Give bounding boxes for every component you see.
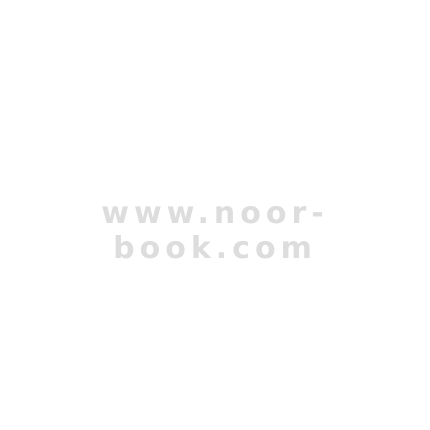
paragraph-1 xyxy=(18,36,400,138)
text-line xyxy=(18,296,400,313)
text-line xyxy=(18,381,400,398)
text-line xyxy=(18,183,400,200)
text-line xyxy=(18,347,400,364)
text-line xyxy=(18,211,400,228)
text-line xyxy=(18,36,400,53)
text-line xyxy=(18,70,400,87)
text-line xyxy=(18,149,400,166)
text-line xyxy=(18,330,400,347)
paragraph-2 xyxy=(18,149,400,200)
paragraph-3 xyxy=(18,211,400,398)
text-line xyxy=(18,245,400,262)
text-line xyxy=(18,262,400,279)
text-line xyxy=(18,53,400,70)
text-line xyxy=(18,104,400,121)
text-line xyxy=(18,364,400,381)
text-line xyxy=(18,279,400,296)
watermark: www.noor-book.com xyxy=(101,196,329,266)
text-line xyxy=(18,228,400,245)
text-line xyxy=(18,313,400,330)
text-line xyxy=(18,166,400,183)
text-line xyxy=(18,121,400,138)
page-title xyxy=(18,6,400,20)
text-line xyxy=(18,87,400,104)
